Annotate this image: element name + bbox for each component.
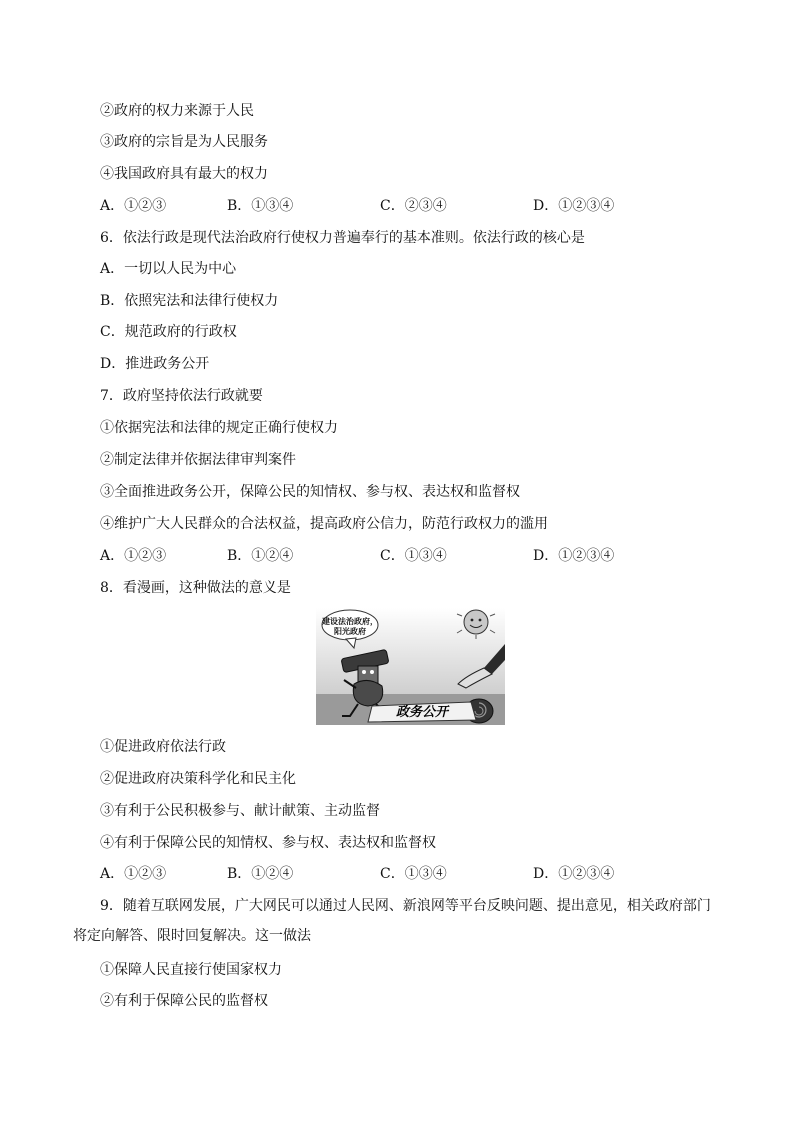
cartoon-image [316, 608, 505, 725]
q8-item-2: ②促进政府决策科学化和民主化 [100, 771, 296, 787]
q7-choice-d: D．①②③④ [533, 548, 615, 564]
q7-item-2: ②制定法律并依据法律审判案件 [100, 452, 296, 468]
q7-choice-a: A．①②③ [100, 548, 167, 564]
q8-choice-d: D．①②③④ [533, 866, 615, 882]
q5-choices [100, 196, 700, 216]
q8-choices [100, 864, 700, 884]
cartoon-caption: 政务公开 [395, 705, 449, 720]
q6-option-a: A．一切以人民为中心 [100, 261, 237, 277]
q8-stem: 8．看漫画，这种做法的意义是 [100, 580, 291, 596]
q5-choice-a: A．①②③ [100, 198, 167, 214]
q5-choice-b: B．①③④ [227, 198, 294, 214]
q7-choices [100, 546, 700, 566]
q8-item-4: ④有利于保障公民的知情权、参与权、表达权和监督权 [100, 835, 436, 851]
q6-stem: 6．依法行政是现代法治政府行使权力普遍奉行的基本准则。依法行政的核心是 [100, 230, 585, 246]
q5-option-2: ②政府的权力来源于人民 [100, 103, 254, 119]
bubble-line-2: 阳光政府 [334, 627, 366, 636]
q5-choice-d: D．①②③④ [533, 198, 615, 214]
q7-stem: 7．政府坚持依法行政就要 [100, 388, 263, 404]
q7-choice-c: C．①③④ [380, 548, 447, 564]
q8-item-3: ③有利于公民积极参与、献计献策、主动监督 [100, 803, 380, 819]
q8-choice-c: C．①③④ [380, 866, 447, 882]
bubble-line-1: 建设法治政府， [322, 617, 378, 626]
q5-option-4: ④我国政府具有最大的权力 [100, 166, 268, 182]
q8-choice-b: B．①②④ [227, 866, 294, 882]
q9-item-1: ①保障人民直接行使国家权力 [100, 962, 282, 978]
q7-choice-b: B．①②④ [227, 548, 294, 564]
q9-item-2: ②有利于保障公民的监督权 [100, 993, 268, 1009]
q9-stem: 9．随着互联网发展，广大网民可以通过人民网、新浪网等平台反映问题、提出意见，相关政府部门将定向解答、限时回复解决。这一做法 [73, 898, 711, 944]
q6-option-d: D．推进政务公开 [100, 356, 210, 372]
q7-item-4: ④维护广大人民群众的合法权益，提高政府公信力，防范行政权力的滥用 [100, 516, 548, 532]
q5-choice-c: C．②③④ [380, 198, 447, 214]
q8-choice-a: A．①②③ [100, 866, 167, 882]
q8-item-1: ①促进政府依法行政 [100, 739, 226, 755]
q7-item-1: ①依据宪法和法律的规定正确行使权力 [100, 420, 338, 436]
q5-option-3: ③政府的宗旨是为人民服务 [100, 134, 268, 150]
cartoon-drawing [316, 608, 505, 725]
q7-item-3: ③全面推进政务公开，保障公民的知情权、参与权、表达权和监督权 [100, 484, 520, 500]
q6-option-c: C．规范政府的行政权 [100, 324, 237, 340]
q6-option-b: B．依照宪法和法律行使权力 [100, 293, 279, 309]
